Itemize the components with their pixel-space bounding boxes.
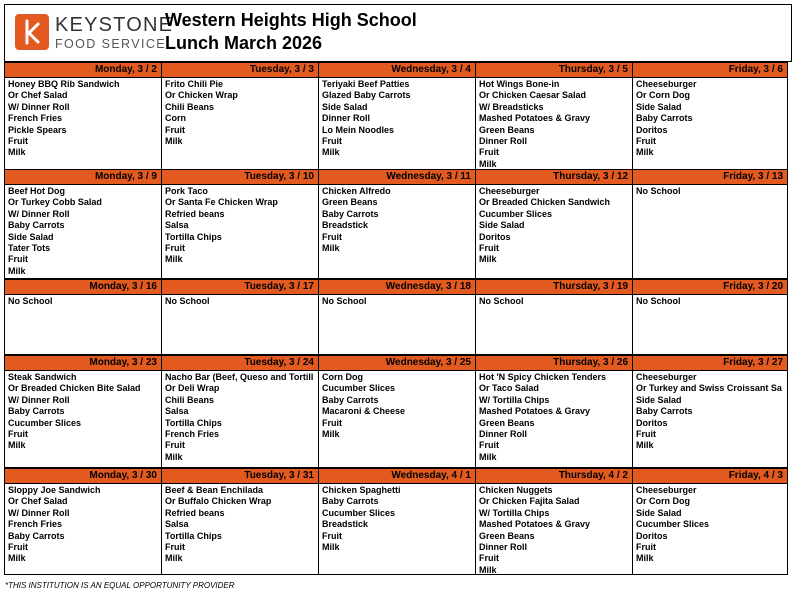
menu-item: Steak Sandwich bbox=[8, 372, 77, 382]
menu-item: Side Salad bbox=[636, 394, 682, 405]
day-cell bbox=[318, 169, 476, 279]
day-cell bbox=[318, 355, 476, 468]
menu-item: W/ Dinner Roll bbox=[8, 507, 70, 518]
menu-item: Green Beans bbox=[322, 197, 378, 208]
menu-item: No School bbox=[165, 296, 210, 306]
menu-item: W/ Tortilla Chips bbox=[479, 507, 550, 518]
menu-item: Fruit bbox=[636, 429, 656, 440]
day-header: Tuesday, 3 / 31 bbox=[162, 469, 318, 484]
menu-item: Chili Beans bbox=[165, 101, 215, 112]
menu-item: Macaroni & Cheese bbox=[322, 406, 406, 417]
menu-item: Milk bbox=[8, 265, 26, 276]
day-header: Wednesday, 3 / 4 bbox=[319, 63, 475, 78]
menu-items bbox=[162, 484, 318, 565]
day-header: Thursday, 3 / 19 bbox=[476, 280, 632, 295]
menu-item: Side Salad bbox=[322, 101, 368, 112]
menu-item: Chicken Spaghetti bbox=[322, 485, 401, 495]
day-cell bbox=[632, 169, 788, 279]
day-cell bbox=[632, 355, 788, 468]
menu-item: Mashed Potatoes & Gravy bbox=[479, 519, 591, 530]
menu-item: Cucumber Slices bbox=[322, 507, 396, 518]
page-header bbox=[4, 4, 792, 62]
menu-item: Or Buffalo Chicken Wrap bbox=[165, 496, 272, 507]
day-cell bbox=[161, 279, 319, 355]
menu-item: Mashed Potatoes & Gravy bbox=[479, 406, 591, 417]
menu-item: Or Deli Wrap bbox=[165, 383, 220, 394]
menu-item: Side Salad bbox=[636, 101, 682, 112]
menu-item: W/ Dinner Roll bbox=[8, 394, 70, 405]
day-cell bbox=[161, 62, 319, 170]
menu-items bbox=[162, 78, 318, 147]
menu-item: Milk bbox=[8, 553, 26, 564]
menu-item: Milk bbox=[8, 147, 26, 158]
day-cell bbox=[4, 355, 162, 468]
menu-item: Green Beans bbox=[479, 417, 535, 428]
menu-items bbox=[476, 371, 632, 463]
menu-item: Baby Carrots bbox=[322, 496, 379, 507]
menu-items bbox=[476, 78, 632, 170]
menu-item: Sloppy Joe Sandwich bbox=[8, 485, 101, 495]
day-header: Thursday, 3 / 12 bbox=[476, 170, 632, 185]
menu-item: Baby Carrots bbox=[636, 406, 693, 417]
footnote: *THIS INSTITUTION IS AN EQUAL OPPORTUNITY PROVIDER bbox=[5, 581, 235, 590]
day-cell bbox=[632, 279, 788, 355]
menu-item: Milk bbox=[479, 564, 497, 575]
menu-item: Or Turkey and Swiss Croissant Sa bbox=[636, 383, 782, 394]
menu-items bbox=[633, 78, 787, 159]
menu-items bbox=[476, 295, 632, 307]
menu-item: Doritos bbox=[636, 417, 668, 428]
day-cell bbox=[161, 355, 319, 468]
menu-item: Or Chicken Caesar Salad bbox=[479, 90, 587, 101]
menu-item: Tortilla Chips bbox=[165, 530, 222, 541]
menu-item: Tortilla Chips bbox=[165, 231, 222, 242]
menu-item: Corn Dog bbox=[322, 372, 363, 382]
day-header: Friday, 3 / 13 bbox=[633, 170, 787, 185]
menu-item: Or Chef Salad bbox=[8, 496, 68, 507]
week-row bbox=[4, 170, 792, 280]
day-cell bbox=[318, 62, 476, 170]
menu-item: Salsa bbox=[165, 220, 189, 231]
day-header: Tuesday, 3 / 3 bbox=[162, 63, 318, 78]
day-cell bbox=[4, 468, 162, 575]
menu-item: Corn bbox=[165, 113, 186, 124]
menu-item: French Fries bbox=[165, 429, 220, 440]
menu-item: Fruit bbox=[8, 542, 28, 553]
menu-title: Lunch March 2026 bbox=[165, 33, 323, 53]
menu-item: Cucumber Slices bbox=[479, 208, 553, 219]
menu-item: Fruit bbox=[636, 136, 656, 147]
day-header: Wednesday, 3 / 11 bbox=[319, 170, 475, 185]
menu-item: Doritos bbox=[636, 530, 668, 541]
week-row bbox=[4, 62, 792, 170]
menu-item: W/ Breadsticks bbox=[479, 101, 544, 112]
menu-items bbox=[633, 484, 787, 565]
day-header: Friday, 3 / 20 bbox=[633, 280, 787, 295]
menu-item: French Fries bbox=[8, 519, 63, 530]
menu-items bbox=[5, 78, 161, 159]
menu-item: W/ Dinner Roll bbox=[8, 208, 70, 219]
menu-items bbox=[319, 295, 475, 307]
menu-item: Milk bbox=[322, 542, 340, 553]
menu-item: Glazed Baby Carrots bbox=[322, 90, 411, 101]
menu-item: Baby Carrots bbox=[322, 208, 379, 219]
title-block bbox=[165, 9, 417, 55]
brand-tagline: FOOD SERVICE bbox=[55, 37, 167, 51]
day-header: Tuesday, 3 / 24 bbox=[162, 356, 318, 371]
menu-item: Green Beans bbox=[479, 124, 535, 135]
menu-item: Teriyaki Beef Patties bbox=[322, 79, 410, 89]
menu-item: Dinner Roll bbox=[322, 113, 371, 124]
day-cell bbox=[4, 169, 162, 279]
menu-item: No School bbox=[322, 296, 367, 306]
menu-item: Or Turkey Cobb Salad bbox=[8, 197, 102, 208]
menu-item: No School bbox=[479, 296, 524, 306]
menu-item: Green Beans bbox=[479, 530, 535, 541]
menu-item: Baby Carrots bbox=[8, 406, 65, 417]
menu-items bbox=[476, 484, 632, 575]
day-cell bbox=[161, 169, 319, 279]
day-cell bbox=[632, 468, 788, 575]
menu-item: Cheeseburger bbox=[636, 485, 697, 495]
menu-item: Milk bbox=[165, 136, 183, 147]
menu-item: W/ Dinner Roll bbox=[8, 101, 70, 112]
day-header: Thursday, 3 / 26 bbox=[476, 356, 632, 371]
menu-item: Beef & Bean Enchilada bbox=[165, 485, 264, 495]
menu-item: Milk bbox=[322, 147, 340, 158]
week-row bbox=[4, 469, 792, 576]
menu-item: Tater Tots bbox=[8, 243, 51, 254]
menu-item: No School bbox=[8, 296, 53, 306]
menu-items bbox=[476, 185, 632, 266]
menu-item: Refried beans bbox=[165, 507, 225, 518]
menu-item: Pork Taco bbox=[165, 186, 208, 196]
menu-item: Milk bbox=[8, 440, 26, 451]
menu-item: Cheeseburger bbox=[479, 186, 540, 196]
menu-items bbox=[633, 185, 787, 197]
menu-item: W/ Tortilla Chips bbox=[479, 394, 550, 405]
menu-item: Hot 'N Spicy Chicken Tenders bbox=[479, 372, 607, 382]
menu-items bbox=[5, 295, 161, 307]
menu-item: Fruit bbox=[322, 530, 342, 541]
menu-item: Baby Carrots bbox=[8, 220, 65, 231]
day-header: Wednesday, 3 / 25 bbox=[319, 356, 475, 371]
menu-item: French Fries bbox=[8, 113, 63, 124]
menu-item: Or Corn Dog bbox=[636, 496, 690, 507]
day-header: Tuesday, 3 / 10 bbox=[162, 170, 318, 185]
menu-item: Cheeseburger bbox=[636, 372, 697, 382]
menu-items bbox=[319, 185, 475, 254]
day-cell bbox=[161, 468, 319, 575]
menu-item: Beef Hot Dog bbox=[8, 186, 65, 196]
menu-item: Milk bbox=[479, 254, 497, 265]
day-cell bbox=[632, 62, 788, 170]
menu-items bbox=[633, 371, 787, 452]
menu-item: Cucumber Slices bbox=[8, 417, 82, 428]
menu-item: Milk bbox=[322, 243, 340, 254]
menu-item: Or Breaded Chicken Sandwich bbox=[479, 197, 611, 208]
menu-item: Fruit bbox=[8, 254, 28, 265]
menu-item: Fruit bbox=[165, 243, 185, 254]
menu-item: Fruit bbox=[8, 136, 28, 147]
menu-items bbox=[5, 484, 161, 565]
menu-item: Or Chicken Fajita Salad bbox=[479, 496, 580, 507]
menu-item: Milk bbox=[636, 147, 654, 158]
day-cell bbox=[318, 468, 476, 575]
menu-items bbox=[162, 295, 318, 307]
menu-item: Dinner Roll bbox=[479, 136, 528, 147]
menu-item: Fruit bbox=[165, 124, 185, 135]
menu-item: Frito Chili Pie bbox=[165, 79, 224, 89]
menu-item: No School bbox=[636, 186, 681, 196]
day-header: Tuesday, 3 / 17 bbox=[162, 280, 318, 295]
menu-item: Side Salad bbox=[636, 507, 682, 518]
menu-item: Fruit bbox=[322, 136, 342, 147]
menu-item: Lo Mein Noodles bbox=[322, 124, 394, 135]
day-cell bbox=[475, 355, 633, 468]
menu-item: Side Salad bbox=[479, 220, 525, 231]
day-header: Monday, 3 / 16 bbox=[5, 280, 161, 295]
menu-item: Or Chef Salad bbox=[8, 90, 68, 101]
menu-calendar bbox=[4, 62, 792, 576]
menu-item: Fruit bbox=[322, 417, 342, 428]
day-header: Thursday, 3 / 5 bbox=[476, 63, 632, 78]
menu-item: Chili Beans bbox=[165, 394, 215, 405]
keystone-logo bbox=[15, 14, 174, 56]
menu-item: Chicken Alfredo bbox=[322, 186, 391, 196]
menu-item: Fruit bbox=[8, 429, 28, 440]
menu-item: Milk bbox=[479, 451, 497, 462]
menu-item: Milk bbox=[165, 553, 183, 564]
keystone-k-icon bbox=[15, 14, 49, 50]
menu-item: Fruit bbox=[165, 440, 185, 451]
day-header: Monday, 3 / 30 bbox=[5, 469, 161, 484]
menu-item: Breadstick bbox=[322, 519, 369, 530]
menu-item: Milk bbox=[165, 254, 183, 265]
week-row bbox=[4, 280, 792, 356]
brand-name: KEYSTONE bbox=[55, 14, 174, 36]
menu-item: Dinner Roll bbox=[479, 429, 528, 440]
menu-item: Cucumber Slices bbox=[636, 519, 710, 530]
menu-item: Baby Carrots bbox=[636, 113, 693, 124]
menu-item: Pickle Spears bbox=[8, 124, 67, 135]
menu-items bbox=[319, 371, 475, 440]
menu-item: Side Salad bbox=[8, 231, 54, 242]
menu-item: Milk bbox=[165, 451, 183, 462]
menu-item: Milk bbox=[636, 440, 654, 451]
menu-item: Or Chicken Wrap bbox=[165, 90, 238, 101]
menu-items bbox=[162, 185, 318, 266]
menu-item: Honey BBQ Rib Sandwich bbox=[8, 79, 120, 89]
menu-item: Or Corn Dog bbox=[636, 90, 690, 101]
day-header: Wednesday, 4 / 1 bbox=[319, 469, 475, 484]
day-header: Friday, 4 / 3 bbox=[633, 469, 787, 484]
menu-item: Dinner Roll bbox=[479, 542, 528, 553]
day-cell bbox=[4, 62, 162, 170]
menu-item: Fruit bbox=[479, 553, 499, 564]
menu-item: Or Taco Salad bbox=[479, 383, 539, 394]
menu-item: Fruit bbox=[322, 231, 342, 242]
menu-item: Fruit bbox=[636, 542, 656, 553]
menu-items bbox=[319, 78, 475, 159]
menu-item: Fruit bbox=[165, 542, 185, 553]
menu-item: Cheeseburger bbox=[636, 79, 697, 89]
menu-item: Fruit bbox=[479, 147, 499, 158]
menu-item: Mashed Potatoes & Gravy bbox=[479, 113, 591, 124]
school-name: Western Heights High School bbox=[165, 10, 417, 30]
menu-items bbox=[633, 295, 787, 307]
menu-item: Baby Carrots bbox=[8, 530, 65, 541]
menu-item: Or Breaded Chicken Bite Salad bbox=[8, 383, 141, 394]
menu-item: No School bbox=[636, 296, 681, 306]
menu-item: Milk bbox=[636, 553, 654, 564]
menu-item: Or Santa Fe Chicken Wrap bbox=[165, 197, 278, 208]
menu-item: Milk bbox=[322, 429, 340, 440]
menu-item: Chicken Nuggets bbox=[479, 485, 553, 495]
day-cell bbox=[475, 279, 633, 355]
day-header: Thursday, 4 / 2 bbox=[476, 469, 632, 484]
day-header: Friday, 3 / 27 bbox=[633, 356, 787, 371]
day-cell bbox=[475, 169, 633, 279]
day-cell bbox=[475, 468, 633, 575]
menu-item: Tortilla Chips bbox=[165, 417, 222, 428]
menu-item: Refried beans bbox=[165, 208, 225, 219]
menu-items bbox=[5, 371, 161, 452]
menu-item: Salsa bbox=[165, 519, 189, 530]
menu-item: Nacho Bar (Beef, Queso and Tortill bbox=[165, 372, 314, 382]
menu-items bbox=[162, 371, 318, 463]
menu-item: Salsa bbox=[165, 406, 189, 417]
day-cell bbox=[475, 62, 633, 170]
menu-item: Baby Carrots bbox=[322, 394, 379, 405]
day-cell bbox=[318, 279, 476, 355]
menu-item: Fruit bbox=[479, 243, 499, 254]
menu-item: Doritos bbox=[636, 124, 668, 135]
week-row bbox=[4, 356, 792, 469]
day-header: Monday, 3 / 2 bbox=[5, 63, 161, 78]
day-cell bbox=[4, 279, 162, 355]
day-header: Monday, 3 / 23 bbox=[5, 356, 161, 371]
menu-item: Milk bbox=[479, 158, 497, 169]
menu-items bbox=[319, 484, 475, 553]
menu-item: Breadstick bbox=[322, 220, 369, 231]
day-header: Monday, 3 / 9 bbox=[5, 170, 161, 185]
menu-item: Cucumber Slices bbox=[322, 383, 396, 394]
menu-item: Doritos bbox=[479, 231, 511, 242]
day-header: Friday, 3 / 6 bbox=[633, 63, 787, 78]
menu-item: Fruit bbox=[479, 440, 499, 451]
day-header: Wednesday, 3 / 18 bbox=[319, 280, 475, 295]
menu-items bbox=[5, 185, 161, 277]
menu-item: Hot Wings Bone-in bbox=[479, 79, 560, 89]
